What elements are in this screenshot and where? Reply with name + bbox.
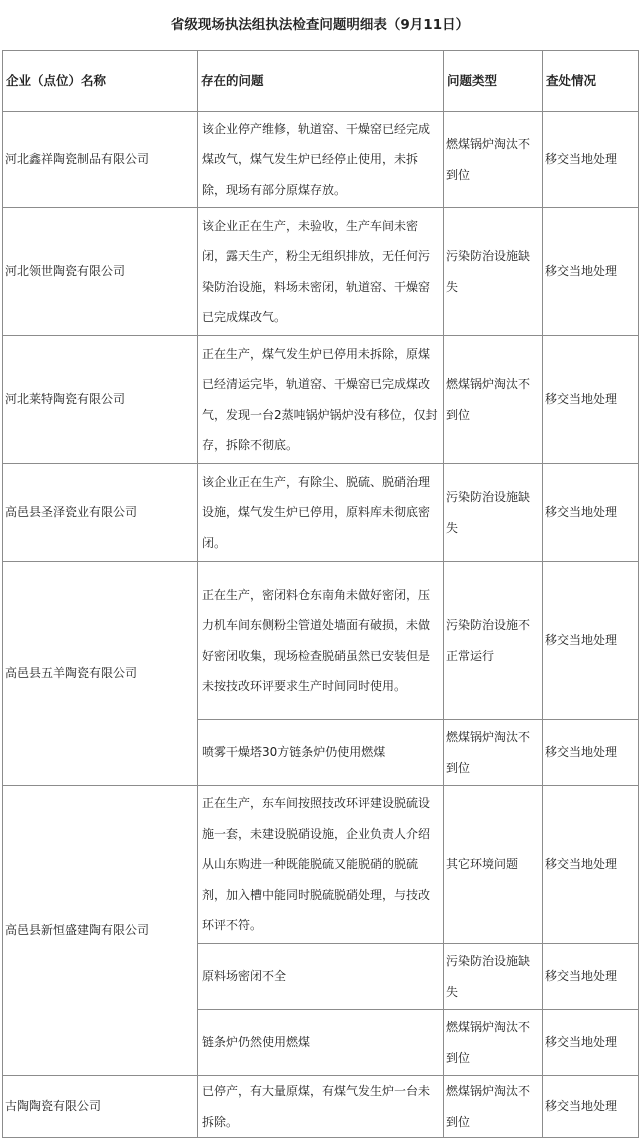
issue-type: 燃煤锅炉淘汰不到位	[444, 336, 543, 464]
page-title: 省级现场执法组执法检查问题明细表（9月11日）	[170, 17, 470, 33]
issue-type: 污染防治设施不正常运行	[444, 562, 543, 720]
table-header-row	[3, 51, 639, 112]
action-taken: 移交当地处理	[543, 720, 639, 786]
issue-description: 喷雾干燥塔30方链条炉仍使用燃煤	[198, 720, 444, 786]
column-header-company: 企业（点位）名称	[3, 51, 198, 112]
issue-description: 该企业停产维修，轨道窑、干燥窑已经完成煤改气，煤气发生炉已经停止使用，未拆除，现场有部分原煤存放。	[198, 112, 444, 208]
issue-type: 污染防治设施缺失	[444, 944, 543, 1010]
column-header-type: 问题类型	[444, 51, 543, 112]
issue-type: 燃煤锅炉淘汰不到位	[444, 112, 543, 208]
issue-type: 其它环境问题	[444, 786, 543, 944]
issue-description: 已停产，有大量原煤，有煤气发生炉一台未拆除。	[198, 1076, 444, 1138]
column-header-action: 查处情况	[543, 51, 639, 112]
action-taken: 移交当地处理	[543, 1010, 639, 1076]
company-name: 河北领世陶瓷有限公司	[3, 208, 198, 336]
issue-description: 正在生产，煤气发生炉已停用未拆除，原煤已经清运完毕，轨道窑、干燥窑已完成煤改气，发现一台2蒸吨锅炉锅炉没有移位，仅封存，拆除不彻底。	[198, 336, 444, 464]
issue-description: 正在生产，东车间按照技改环评建设脱硫设施一套，未建设脱硝设施，企业负责人介绍从山东购进一种既能脱硫又能脱硝的脱硫剂，加入槽中能同时脱硫脱硝处理，与技改环评不符。	[198, 786, 444, 944]
table-row	[3, 336, 639, 464]
action-taken: 移交当地处理	[543, 562, 639, 720]
company-name: 高邑县圣泽瓷业有限公司	[3, 464, 198, 562]
issue-type: 燃煤锅炉淘汰不到位	[444, 1076, 543, 1138]
company-name: 高邑县新恒盛建陶有限公司	[3, 786, 198, 1076]
issue-type: 燃煤锅炉淘汰不到位	[444, 720, 543, 786]
issue-type: 燃煤锅炉淘汰不到位	[444, 1010, 543, 1076]
action-taken: 移交当地处理	[543, 208, 639, 336]
action-taken: 移交当地处理	[543, 112, 639, 208]
company-name: 高邑县五羊陶瓷有限公司	[3, 562, 198, 786]
column-header-issue: 存在的问题	[198, 51, 444, 112]
issue-type: 污染防治设施缺失	[444, 464, 543, 562]
table-row	[3, 786, 639, 944]
company-name: 河北莱特陶瓷有限公司	[3, 336, 198, 464]
issue-description: 该企业正在生产，有除尘、脱硫、脱硝治理设施，煤气发生炉已停用，原料库未彻底密闭。	[198, 464, 444, 562]
issue-description: 原料场密闭不全	[198, 944, 444, 1010]
table-row	[3, 112, 639, 208]
table-row	[3, 1076, 639, 1138]
table-row	[3, 464, 639, 562]
action-taken: 移交当地处理	[543, 944, 639, 1010]
action-taken: 移交当地处理	[543, 336, 639, 464]
action-taken: 移交当地处理	[543, 786, 639, 944]
table-row	[3, 208, 639, 336]
inspection-table	[2, 50, 639, 1138]
issue-description: 该企业正在生产，未验收，生产车间未密闭，露天生产，粉尘无组织排放，无任何污染防治设施，料场未密闭，轨道窑、干燥窑已完成煤改气。	[198, 208, 444, 336]
company-name: 古陶陶瓷有限公司	[3, 1076, 198, 1138]
issue-description: 链条炉仍然使用燃煤	[198, 1010, 444, 1076]
table-row	[3, 562, 639, 720]
company-name: 河北鑫祥陶瓷制品有限公司	[3, 112, 198, 208]
action-taken: 移交当地处理	[543, 464, 639, 562]
action-taken: 移交当地处理	[543, 1076, 639, 1138]
issue-type: 污染防治设施缺失	[444, 208, 543, 336]
issue-description: 正在生产，密闭料仓东南角未做好密闭，压力机车间东侧粉尘管道处墙面有破损，未做好密闭收集，现场检查脱硝虽然已安装但是未按技改环评要求生产时间同时使用。	[198, 562, 444, 720]
